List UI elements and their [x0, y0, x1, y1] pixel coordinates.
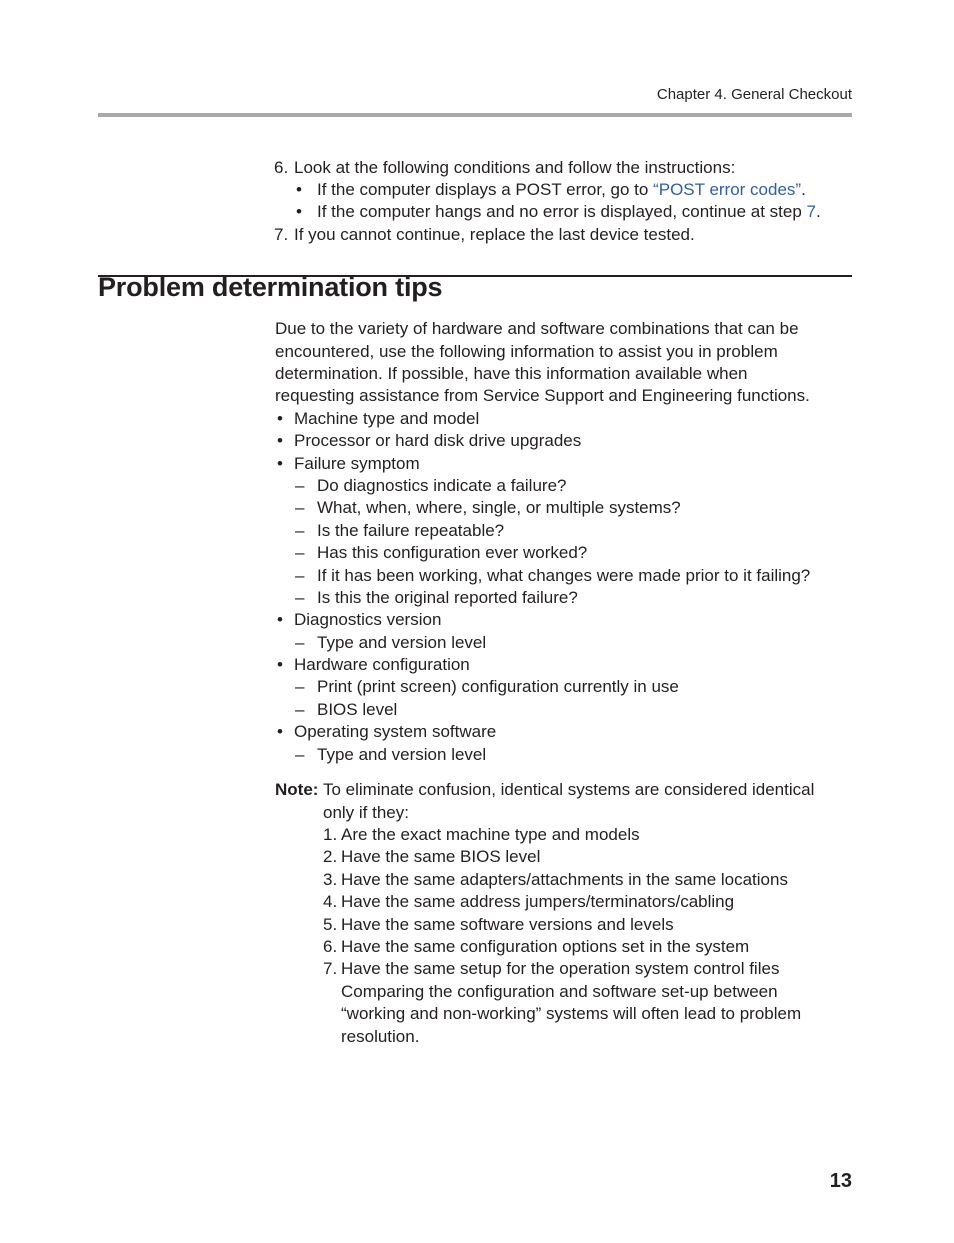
dash: –: [295, 588, 305, 607]
bullet: •: [277, 454, 283, 473]
step-6: [274, 157, 736, 179]
bullet: •: [277, 610, 283, 629]
sub-list-item: – BIOS level: [295, 700, 398, 719]
note-list-item: 6. Have the same configuration options set in the system: [323, 937, 750, 956]
note-list-item: 4. Have the same address jumpers/terminators/cabling: [323, 892, 735, 911]
sub-list-item: – If it has been working, what changes were made prior to it failing?: [295, 566, 811, 585]
note-list-item: 3. Have the same adapters/attachments in the same locations: [323, 870, 788, 889]
intro-line-1: Due to the variety of hardware and software combinations that can be: [275, 319, 799, 338]
page-number: 13: [829, 1170, 852, 1192]
sub-list-item: – Do diagnostics indicate a failure?: [295, 476, 567, 495]
item-number: 2.: [323, 847, 338, 866]
condition-suffix: .: [801, 180, 806, 199]
step-text: If you cannot continue, replace the last device tested.: [294, 225, 695, 244]
dash: –: [295, 521, 305, 540]
bullet: •: [277, 409, 283, 428]
running-header: Chapter 4. General Checkout: [656, 86, 852, 103]
list-item: • Hardware configuration: [277, 655, 470, 674]
sub-list-item: – Is this the original reported failure?: [295, 588, 578, 607]
dash: –: [295, 476, 305, 495]
dash: –: [295, 566, 305, 585]
step-number: 6.: [274, 158, 289, 177]
note-list-item: 2. Have the same BIOS level: [323, 847, 541, 866]
note-closing-line-1: Comparing the configuration and software set-up between: [341, 982, 778, 1001]
condition-post-error: [296, 179, 806, 201]
item-number: 6.: [323, 937, 338, 956]
list-item: • Failure symptom: [277, 454, 420, 473]
section-title: Problem determination tips: [98, 272, 443, 302]
note-label: Note:: [275, 780, 319, 799]
item-number: 1.: [323, 825, 338, 844]
item-number: 3.: [323, 870, 338, 889]
sub-list-item: – Print (print screen) configuration currently in use: [295, 677, 679, 696]
step-text: Look at the following conditions and follow the instructions:: [294, 158, 736, 177]
dash: –: [295, 745, 305, 764]
condition-text: If the computer displays a POST error, go to: [317, 180, 654, 199]
step-7: [274, 224, 695, 246]
step-7-link[interactable]: 7: [806, 202, 816, 221]
note-line-2: only if they:: [323, 803, 409, 822]
sub-list-item: – Is the failure repeatable?: [295, 521, 505, 540]
bullet: •: [277, 431, 283, 450]
bullet: •: [277, 655, 283, 674]
dash: –: [295, 498, 305, 517]
condition-suffix: .: [815, 202, 821, 221]
bullet: •: [277, 722, 283, 741]
step-number: 7.: [274, 225, 289, 244]
note-list-item: 5. Have the same software versions and levels: [323, 915, 674, 934]
condition-text: If the computer hangs and no error is displayed, continue at step: [317, 202, 807, 221]
intro-line-4: requesting assistance from Service Support and Engineering functions.: [275, 386, 810, 405]
note-list-item: 7. Have the same setup for the operation system control files: [323, 959, 780, 978]
list-item: • Processor or hard disk drive upgrades: [277, 431, 582, 450]
dash: –: [295, 700, 305, 719]
note-closing-line-3: resolution.: [341, 1027, 420, 1046]
header-rule: [98, 113, 852, 117]
sub-list-item: – Type and version level: [295, 745, 487, 764]
post-error-codes-link[interactable]: “POST error codes”: [653, 180, 802, 199]
note-line-1: To eliminate confusion, identical systems are considered identical: [323, 780, 815, 799]
note-list-item: 1. Are the exact machine type and models: [323, 825, 640, 844]
list-item: • Machine type and model: [277, 409, 480, 428]
sub-list-item: – What, when, where, single, or multiple systems?: [295, 498, 681, 517]
item-number: 7.: [323, 959, 338, 978]
dash: –: [295, 543, 305, 562]
dash: –: [295, 677, 305, 696]
item-number: 4.: [323, 892, 338, 911]
bullet: •: [296, 202, 302, 221]
sub-list-item: – Type and version level: [295, 633, 487, 652]
intro-line-3: determination. If possible, have this information available when: [275, 364, 748, 383]
condition-hang: [296, 201, 821, 223]
list-item: • Operating system software: [277, 722, 497, 741]
intro-line-2: encountered, use the following information to assist you in problem: [275, 342, 778, 361]
dash: –: [295, 633, 305, 652]
sub-list-item: – Has this configuration ever worked?: [295, 543, 588, 562]
list-item: • Diagnostics version: [277, 610, 442, 629]
item-number: 5.: [323, 915, 338, 934]
bullet: •: [296, 180, 302, 199]
note-closing-line-2: “working and non-working” systems will often lead to problem: [341, 1004, 802, 1023]
